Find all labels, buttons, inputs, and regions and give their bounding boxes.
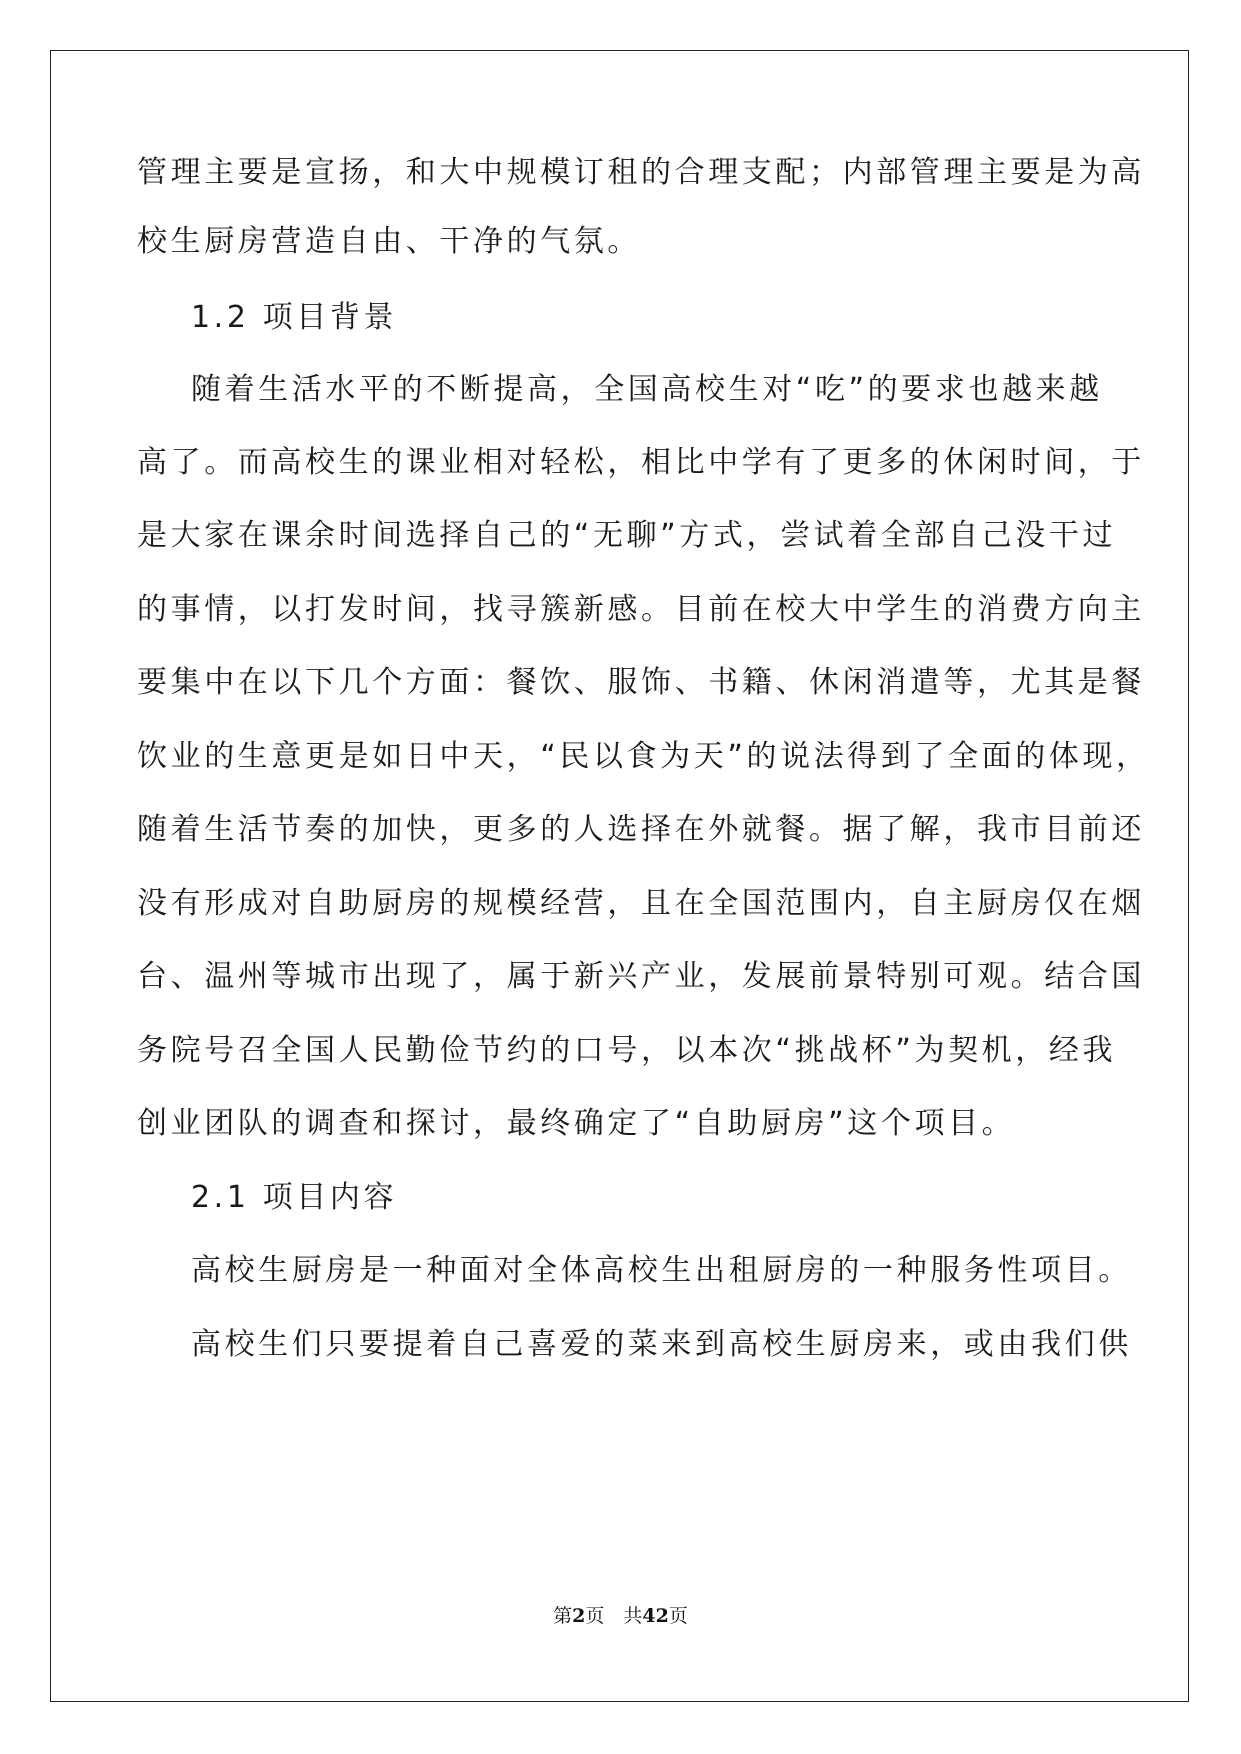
body-text-line: 随着生活节奏的加快，更多的人选择在外就餐。据了解，我市目前还 <box>137 812 1145 847</box>
body-text-line: 要集中在以下几个方面：餐饮、服饰、书籍、休闲消遣等，尤其是餐 <box>137 665 1145 700</box>
section-heading: 1.2 项目背景 <box>191 300 398 335</box>
body-text-line: 没有形成对自助厨房的规模经营，且在全国范围内，自主厨房仅在烟 <box>137 886 1145 921</box>
body-text-line: 务院号召全国人民勤俭节约的口号，以本次“挑战杯”为契机，经我 <box>137 1033 1117 1068</box>
body-text-line: 是大家在课余时间选择自己的“无聊”方式，尝试着全部自己没干过 <box>137 518 1117 553</box>
body-text-line: 台、温州等城市出现了，属于新兴产业，发展前景特别可观。结合国 <box>137 959 1145 994</box>
body-text-line: 高了。而高校生的课业相对轻松，相比中学有了更多的休闲时间，于 <box>137 445 1145 480</box>
body-text-line: 高校生厨房是一种面对全体高校生出租厨房的一种服务性项目。 <box>191 1253 1132 1288</box>
body-text-line: 随着生活水平的不断提高，全国高校生对“吃”的要求也越来越 <box>191 372 1103 407</box>
section-heading: 2.1 项目内容 <box>191 1180 398 1215</box>
body-text-line: 高校生们只要提着自己喜爱的菜来到高校生厨房来，或由我们供 <box>191 1327 1132 1362</box>
total-page-count: 42 <box>642 1605 669 1627</box>
current-page-number: 2 <box>572 1605 586 1627</box>
body-text-line: 管理主要是宣扬，和大中规模订租的合理支配；内部管理主要是为高 <box>137 155 1145 190</box>
body-text-line: 的事情，以打发时间，找寻簇新感。目前在校大中学生的消费方向主 <box>137 592 1145 627</box>
body-text-line: 校生厨房营造自由、干净的气氛。 <box>137 224 641 259</box>
footer-suffix: 页 <box>668 1605 688 1627</box>
body-text-line: 创业团队的调查和探讨，最终确定了“自助厨房”这个项目。 <box>137 1106 1016 1141</box>
footer-prefix: 第 <box>553 1605 573 1627</box>
footer-mid: 页 共 <box>585 1605 643 1627</box>
page-footer <box>0 1604 1241 1628</box>
body-text-line: 饮业的生意更是如日中天，“民以食为天”的说法得到了全面的体现， <box>137 739 1150 774</box>
